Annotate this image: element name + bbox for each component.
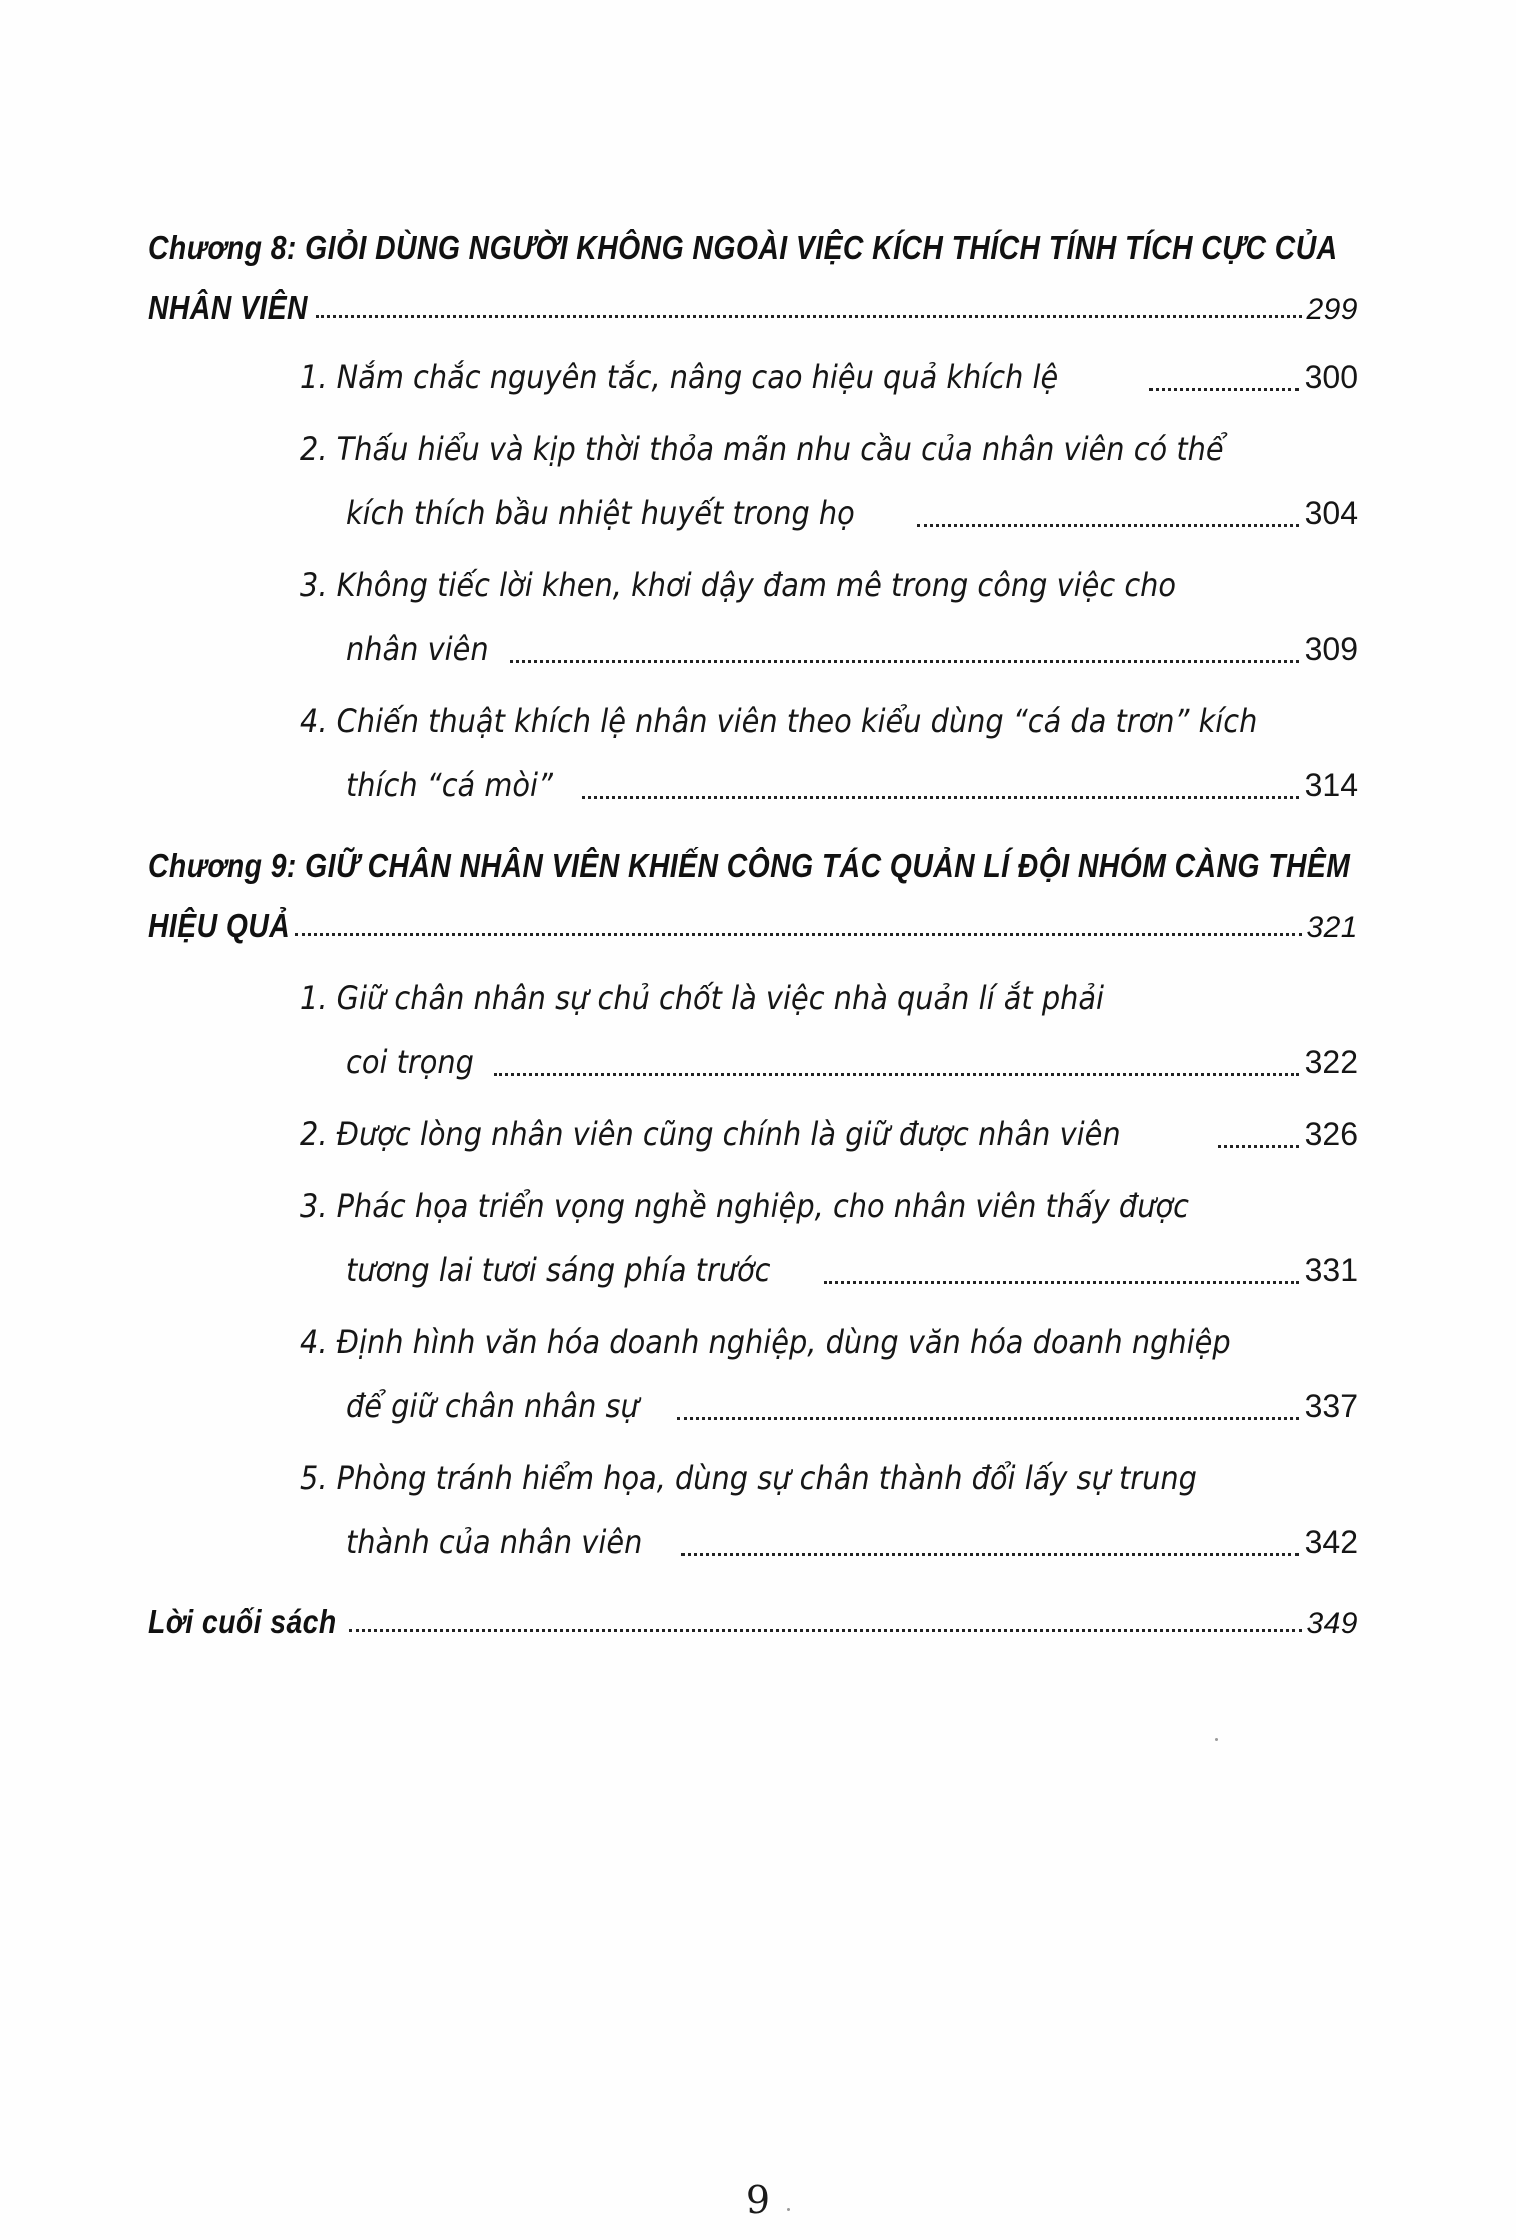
entry-page-number: 300 [1304,359,1358,395]
entry-page-number: 331 [1304,1252,1358,1288]
chapter-prefix: Chương 9: [148,847,297,884]
chapter-prefix: Chương 8: [148,229,297,266]
entry-title-continued: thành của nhân viên [346,1523,643,1561]
entry-title-continued: thích “cá mòi” [346,766,553,804]
dot-leader [582,796,1299,799]
entry-title: Giữ chân nhân sự chủ chốt là việc nhà quản lí ắt phải [336,979,1105,1017]
chapter-title: GIỎI DÙNG NGƯỜI KHÔNG NGOÀI VIỆC KÍCH THÍCH TÍNH TÍCH CỰC CỦA [305,229,1338,266]
toc-entry [300,553,1358,681]
chapter-title-line2 [148,278,1358,338]
entry-title-continued: nhân viên [346,630,489,668]
dot-leader [917,524,1298,527]
scan-speck [1215,1738,1218,1741]
entry-title: Phòng tránh hiểm họa, dùng sự chân thành đổi lấy sự trung [336,1459,1197,1497]
chapter-title-line1 [148,836,1355,896]
entry-number: 2. [300,430,328,468]
toc-entry [300,345,1358,409]
entry-title: Chiến thuật khích lệ nhân viên theo kiểu dùng “cá da trơn” kích [336,702,1258,740]
afterword-entry [148,1592,1358,1652]
chapter-title-continued: NHÂN VIÊN [148,289,308,326]
chapter-page-number: 321 [1306,911,1358,944]
chapter-title: GIỮ CHÂN NHÂN VIÊN KHIẾN CÔNG TÁC QUẢN LÍ ĐỘI NHÓM CÀNG THÊM [305,847,1351,884]
dot-leader [316,315,1302,318]
chapter-page-number: 299 [1306,293,1358,326]
chapter-title-continued: HIỆU QUẢ [148,907,291,944]
entry-title: Nắm chắc nguyên tắc, nâng cao hiệu quả khích lệ [336,358,1059,396]
toc-entry [300,689,1358,817]
entry-number: 3. [300,1187,328,1225]
dot-leader [681,1553,1298,1556]
entry-number: 2. [300,1115,328,1153]
dot-leader [824,1281,1299,1284]
entry-title: Được lòng nhân viên cũng chính là giữ được nhân viên [336,1115,1121,1153]
dot-leader [1149,388,1299,391]
afterword-label: Lời cuối sách [148,1603,337,1640]
entry-title-continued: tương lai tươi sáng phía trước [346,1251,771,1289]
afterword-page-number: 349 [1306,1607,1358,1640]
entry-page-number: 337 [1304,1388,1358,1424]
entry-title: Không tiếc lời khen, khơi dậy đam mê trong công việc cho [336,566,1177,604]
dot-leader [677,1417,1298,1420]
toc-entry [300,1310,1358,1438]
toc-entry [300,417,1358,545]
toc-entry [300,1174,1358,1302]
chapter-9-heading [148,836,1358,956]
entry-page-number: 326 [1304,1116,1358,1152]
entry-title-continued: để giữ chân nhân sự [346,1387,639,1425]
toc-entry [300,1102,1358,1166]
entry-page-number: 322 [1304,1044,1358,1080]
entry-title-continued: coi trọng [346,1043,474,1081]
chapter-8-sections [300,345,1358,825]
entry-number: 3. [300,566,328,604]
dot-leader [510,660,1298,663]
chapter-8-heading [148,218,1358,338]
dot-leader [494,1073,1299,1076]
toc-entry [300,966,1358,1094]
entry-title-continued: kích thích bầu nhiệt huyết trong họ [346,494,855,532]
dot-leader [1218,1145,1299,1148]
dot-leader [295,933,1302,936]
chapter-9-sections [300,966,1358,1582]
entry-title: Thấu hiểu và kịp thời thỏa mãn nhu cầu của nhân viên có thể [336,430,1224,468]
entry-title: Phác họa triển vọng nghề nghiệp, cho nhân viên thấy được [336,1187,1189,1225]
entry-number: 5. [300,1459,328,1497]
chapter-title-line2 [148,896,1358,956]
entry-page-number: 342 [1304,1524,1358,1560]
dot-leader [349,1629,1302,1632]
page-number: 9 [745,2178,771,2222]
entry-page-number: 304 [1304,495,1358,531]
entry-page-number: 309 [1304,631,1358,667]
entry-page-number: 314 [1304,767,1358,803]
chapter-title-line1 [148,218,1355,278]
toc-entry [300,1446,1358,1574]
entry-number: 4. [300,1323,328,1361]
entry-title: Định hình văn hóa doanh nghiệp, dùng văn hóa doanh nghiệp [336,1323,1231,1361]
entry-number: 1. [300,358,328,396]
entry-number: 4. [300,702,328,740]
entry-number: 1. [300,979,328,1017]
